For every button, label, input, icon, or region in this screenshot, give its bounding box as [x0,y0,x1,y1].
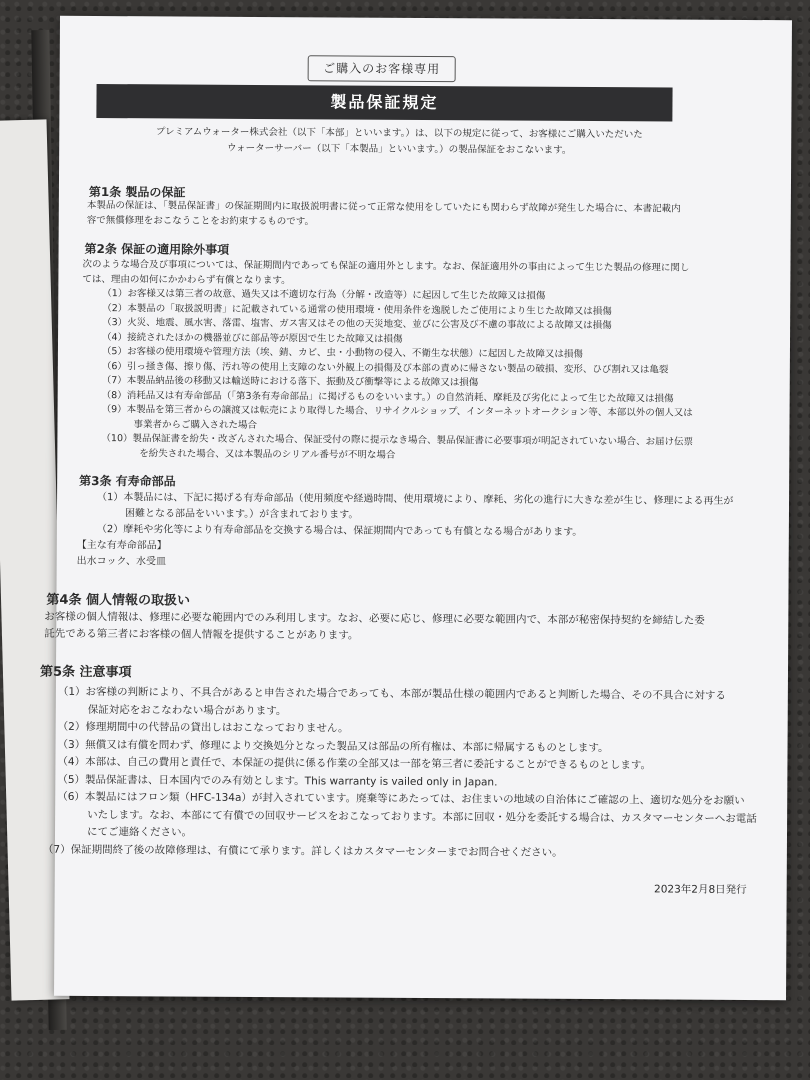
warranty-document [39,16,792,1000]
exclusion-item: （7）本製品納品後の移動又は輸送時における落下、振動及び衝撃等による故障又は損傷 [101,375,479,389]
exclusion-item-cont: 事業者からご購入された場合 [133,418,258,431]
exclusion-item: （3）火災、地震、風水害、落雷、塩害、ガス害又はその他の天災地変、並びに公害及び不慮の事故による故障又は損傷 [102,317,612,332]
section-1-heading: 第1条 製品の保証 [88,184,186,200]
issue-date: 2023年2月8日発行 [654,883,747,896]
exclusion-item: （5）お客様の使用環境や管理方法（埃、錆、カビ、虫・小動物の侵入、不衛生な状態）に起因した故障又は損傷 [101,346,583,360]
section-2-body: 次のような場合及び事項については、保証期間内であっても保証の適用外とします。なお、保証適用外の事由によって生じた製品の修理に関し ては、理由の如何にかかわらず有償となります。 （1）お客様又は第三者の故意、過失又は不適切な行為（分解・改造等）に起因して生じた故障又は損傷 （2）本製品の「取扱説明書」に記載されている通常の使用環境・使用条件を逸脱したご使用により生じた故障又は損傷 （3）火災、地震、風水害、落雷、塩害、ガス害又はその他の天災地変、並びに公害及び不慮の事故による故障又は損傷 （4）接続されたほかの機器並びに部品等が原因で生じた故障又は損傷 （5）お客様の使用環境や管理方法（埃、錆、カビ、虫・小動物の侵入、不衛生な状態）に起因した故障又は損傷 （6）引っ掻き傷、擦り傷、汚れ等の使用上支障のない外観上の損傷及び本部の責めに帰さない製品の破損、変形、ひび割れ又は亀裂 （7）本製品納品後の移動又は輸送時における落下、振動及び衝撃等による故障又は損傷 （8）消耗品又は有寿命部品（「第3条有寿命部品」に掲げるものをいいます。）の自然消耗、摩耗及び劣化によって生じた故障又は損傷 （9）本製品を第三者からの譲渡又は転売により取得した場合、リサイクルショップ、インターネットオークション等、本部以外の個人又は 事業者からご購入された場合 （10）製品保証書を紛失・改ざんされた場合、保証受付の際に提示なき場合、製品保証書に必要事項が明記されていない場合、お届け伝票 を紛失された場合、又は本製品のシリアル番号が不明な場合 [81,258,777,465]
exclusion-item: （9）本製品を第三者からの譲渡又は転売により取得した場合、リサイクルショップ、インターネットオークション等、本部以外の個人又は [101,404,693,419]
section-2-heading: 第2条 保証の適用除外事項 [84,241,230,257]
section-1-body: 本製品の保証は、「製品保証書」の保証期間内に取扱説明書に従って正常な使用をしていたにも関わらず故障が発生した場合に、本書記載内 容で無償修理をおこなうことをお約束するものです。 [86,199,681,227]
exclusion-item: （10）製品保証書を紛失・改ざんされた場合、保証受付の際に提示なき場合、製品保証書に必要事項が明記されていない場合、お届け伝票 [101,433,694,448]
exclusion-item: （8）消耗品又は有寿命部品（「第3条有寿命部品」に掲げるものをいいます。）の自然消耗、摩耗及び劣化によって生じた故障又は損傷 [101,389,674,405]
section-5-body: （1）お客様の判断により、不具合があると申告された場合であっても、本部が製品仕様の範囲内であると判断した場合、その不具合に対する 保証対応をおこなわない場合があります。 （2）修理期間中の代替品の貸出しはおこなっておりません。 （3）無償又は有償を問わず、修理により交換処分となった製品又は部品の所有権は、本部に帰属するものとします。 （4）本部は、自己の費用と責任で、本保証の提供に係る作業の全部又は一部を第三者に委託することができるものとします。 （5）製品保証書は、日本国内でのみ有効とします。This warranty is vailed only in Japan. （6）本製品にはフロン類（HFC-134a）が封入されています。廃棄等にあたっては、お住まいの地域の自治体にご確認の上、適切な処分をお願い いたします。なお、本部にて有償での回収サービスをおこなっております。本部に回収・処分を委託する場合は、カスタマーセンターへお電話 にてご連絡ください。 （7）保証期間終了後の故障修理は、有償にて承ります。詳しくはカスタマーセンターまでお問合せください。 [42,685,757,859]
section-4-heading: 第4条 個人情報の取扱い [46,592,191,609]
header-label: ご購入のお客様専用 [308,55,456,82]
exclusion-item: （2）本製品の「取扱説明書」に記載されている通常の使用環境・使用条件を逸脱したご使用により生じた故障又は損傷 [102,302,612,317]
document-title: 製品保証規定 [96,84,672,122]
section-3-heading: 第3条 有寿命部品 [79,473,176,489]
parts-list: 出水コック、水受皿 [76,555,167,568]
section-3-body: （1）本製品には、下記に掲げる有寿命部品（使用頻度や経過時間、使用環境により、摩耗、劣化の進行に大きな差が生じ、修理による再生が 困難となる部品をいいます。）が含まれております。 （2）摩耗や劣化等により有寿命部品を交換する場合は、保証期間内であっても有償となる場合があります。 【主な有寿命部品】 出水コック、水受皿 [77,490,777,574]
section-5-heading: 第5条 注意事項 [39,664,132,681]
exclusion-item: （6）引っ掻き傷、擦り傷、汚れ等の使用上支障のない外観上の損傷及び本部の責めに帰さない製品の破損、変形、ひび割れ又は亀裂 [101,360,669,375]
exclusion-item-cont: を紛失された場合、又は本製品のシリアル番号が不明な場合 [139,447,396,461]
intro-text: プレミアムウォーター株式会社（以下「本部」といいます。）は、以下の規定に従って、お客様にご購入いただいた ウォーターサーバー（以下「本製品」といいます。）の製品保証をおこないます。 [155,126,643,156]
exclusion-item: （4）接続されたほかの機器並びに部品等が原因で生じた故障又は損傷 [102,331,403,345]
section-4-body: お客様の個人情報は、修理に必要な範囲内でのみ利用します。なお、必要に応じ、修理に必要な範囲内で、本部が秘密保持契約を締結した委 託先である第三者にお客様の個人情報を提供することがあります。 [44,610,705,642]
parts-label: 【主な有寿命部品】 [76,539,167,552]
exclusion-item: （1）お客様又は第三者の故意、過失又は不適切な行為（分解・改造等）に起因して生じた故障又は損傷 [102,288,546,302]
